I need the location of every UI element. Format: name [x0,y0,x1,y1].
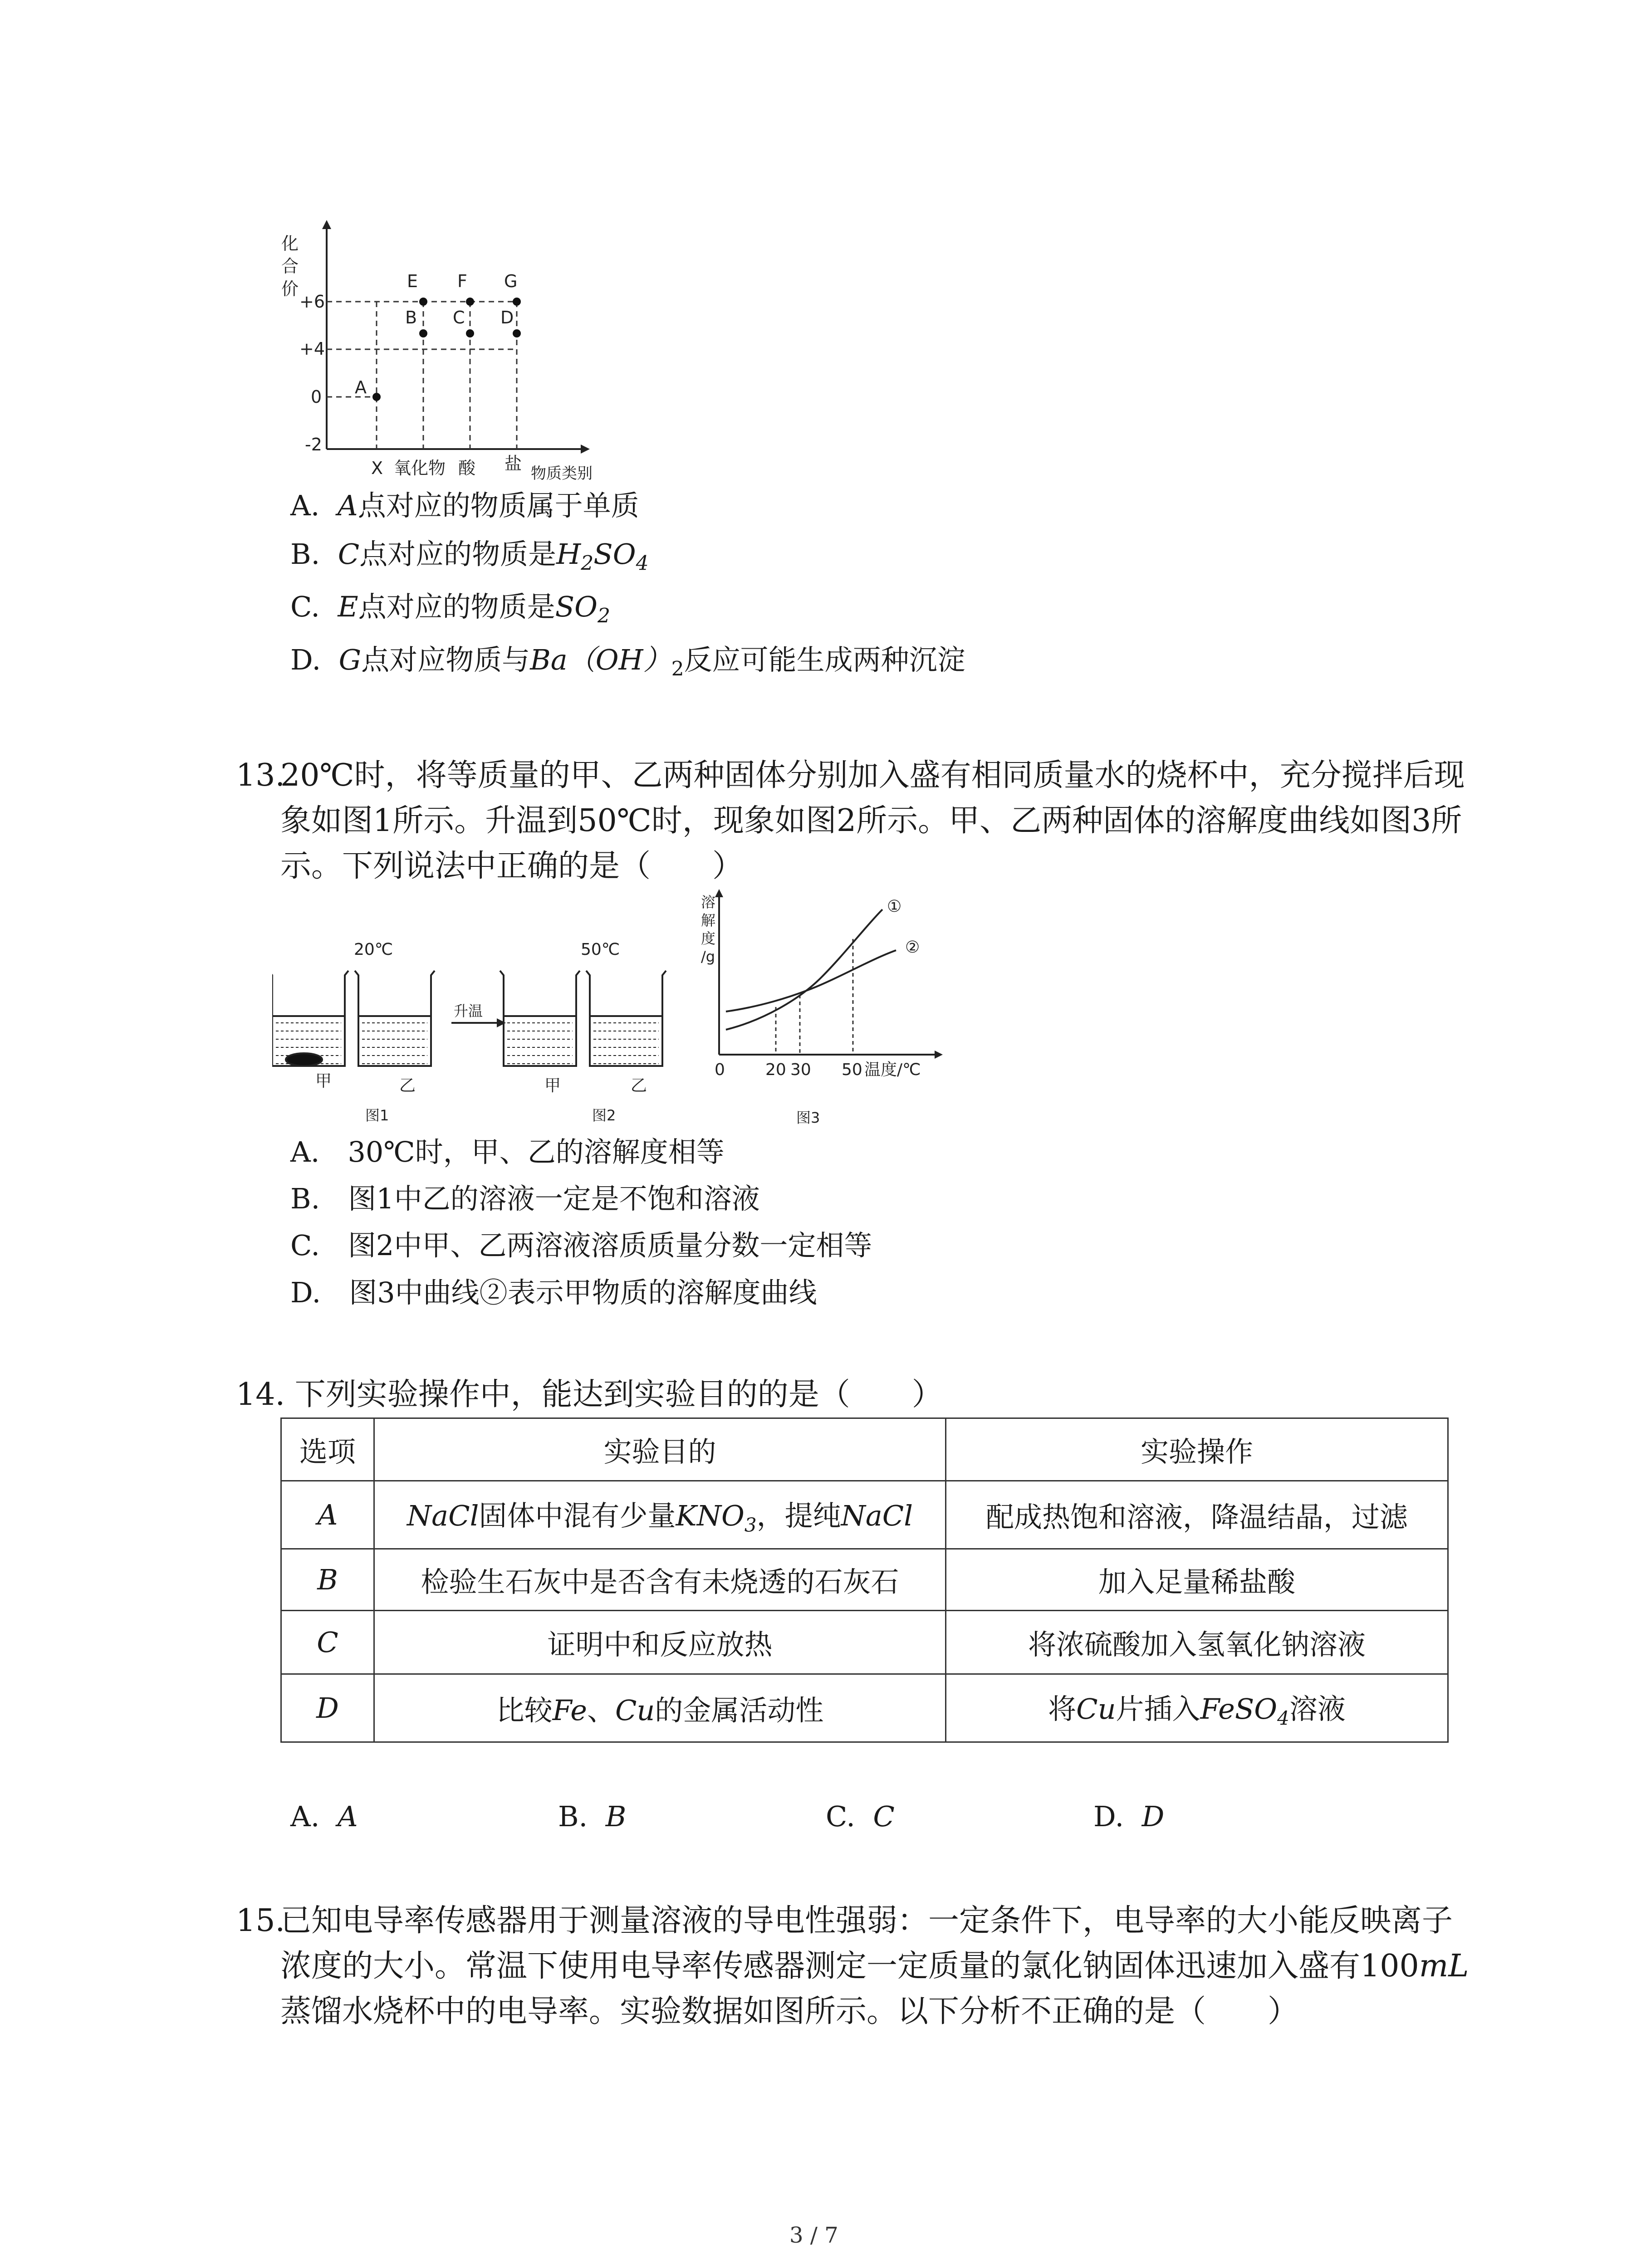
q14-answer-d: D. D [1093,1800,1165,1833]
sol-y-title: 解 [701,912,716,929]
q15-stem: 已知电导率传感器用于测量溶液的导电性强弱：一定条件下，电导率的大小能反映离子 浓度的大小。常温下使用电导率传感器测定一定质量的氯化钠固体迅速加入盛有100mL 蒸馏水烧杯中的电导率。实验数据如图所示。以下分析不正确的是（ ） [280,1903,1469,2029]
row-option: D [281,1674,374,1742]
sol-x-tick: 20 [765,1061,786,1079]
x-title: 物质类别 [531,464,593,481]
q13-option-a: A. 30℃时，甲、乙的溶解度相等 [290,1135,725,1168]
sol-x-tick: 50 [842,1061,862,1079]
row-operation: 将Cu片插入FeSO$_4$溶液 [946,1674,1448,1742]
curve-2 [726,950,896,1012]
q14-answer-b: B. B [558,1800,627,1833]
q15-number: 15. [236,1903,285,1939]
point-label: B [405,308,417,327]
q13-stem: 20℃时，将等质量的甲、乙两种固体分别加入盛有相同质量水的烧杯中，充分搅拌后现 象如图1所示。升温到50℃时，现象如图2所示。甲、乙两种固体的溶解度曲线如图3所 示。下列说法中正确的是（ ） [280,758,1465,884]
point-d [513,329,521,337]
beaker [355,971,435,1066]
row-operation: 将浓硫酸加入氢氧化钠溶液 [946,1611,1448,1674]
q13-option-d: D. 图3中曲线②表示甲物质的溶解度曲线 [290,1276,817,1309]
point-label: F [457,271,467,291]
y-tick: +4 [299,339,325,359]
table-row [281,1674,1448,1742]
beaker-label: 乙 [631,1076,647,1095]
q13-number: 13. [236,758,285,793]
y-title-2: 合 [281,256,299,276]
y-tick: 0 [311,387,322,407]
sol-y-title: 溶 [701,894,716,911]
beaker-label: 甲 [544,1076,561,1095]
row-operation: 配成热饱和溶液，降温结晶，过滤 [946,1481,1448,1549]
temp-50: 50℃ [581,940,620,959]
sol-x-title: 温度/℃ [864,1061,921,1079]
y-tick: +6 [299,292,325,312]
row-option: B [281,1549,374,1611]
point-g [513,298,521,306]
row-operation: 加入足量稀盐酸 [946,1549,1448,1611]
beaker [500,971,580,1066]
row-purpose: NaCl固体中混有少量$KNO_3$，提纯NaCl [374,1481,946,1549]
point-label: G [504,271,518,291]
x-tick: X [371,458,383,478]
caption-fig1: 图1 [365,1107,389,1124]
experiment-table [280,1418,1449,1743]
sol-x-tick: 0 [715,1061,725,1079]
row-option: C [281,1611,374,1674]
q12-option-c: C. E点对应的物质是$SO_2$ [290,590,610,628]
temp-20: 20℃ [354,940,393,959]
table-header: 实验目的 [374,1418,946,1481]
beaker [272,971,348,1066]
row-purpose: 比较Fe、Cu的金属活动性 [374,1674,946,1742]
arrow-label: 升温 [454,1002,483,1020]
y-title-1: 化 [281,234,299,254]
table-header: 实验操作 [946,1418,1448,1481]
q13-option-b: B. 图1中乙的溶液一定是不饱和溶液 [290,1182,760,1215]
point-a [372,393,381,401]
y-tick: -2 [305,435,322,455]
caption-fig3: 图3 [796,1109,820,1126]
beaker-label: 乙 [399,1076,416,1095]
x-tick: 盐 [505,454,522,474]
point-f [466,298,474,306]
y-title-3: 价 [281,279,299,299]
q14-answer-c: C. C [826,1800,895,1833]
point-label: A [355,377,367,397]
sol-y-title: /g [701,948,715,965]
q12-option-b: B. C点对应的物质是$H_2SO_4$ [290,538,649,575]
solubility-figure [272,885,944,1139]
valence-chart [272,218,617,481]
beaker-label: 甲 [315,1072,332,1090]
q12-option-d: D. G点对应物质与$Ba(OH)_2$反应可能生成两种沉淀 [290,643,965,681]
table-row [281,1549,1448,1611]
point-c [466,329,474,337]
undissolved-solid [286,1053,322,1066]
table-row [281,1481,1448,1549]
point-label: E [407,271,418,291]
point-label: D [500,308,514,327]
q12-option-a: A. A点对应的物质属于单质 [290,489,639,522]
x-tick: 氧化物 [394,458,446,478]
curve-1 [726,909,882,1030]
point-label: C [453,308,465,327]
x-tick: 酸 [458,458,476,478]
point-b [419,329,427,337]
sol-y-title: 度 [701,930,716,947]
table-row [281,1611,1448,1674]
row-purpose: 检验生石灰中是否含有未烧透的石灰石 [374,1549,946,1611]
q14-stem: 14. 下列实验操作中，能达到实验目的的是（ ） [236,1377,943,1413]
sol-x-tick: 30 [790,1061,811,1079]
q14-answer-a: A. A [290,1800,358,1833]
caption-fig2: 图2 [592,1107,616,1124]
page-number: 3 / 7 [789,2223,838,2248]
beaker [586,971,666,1066]
curve-label-2: ② [905,938,920,957]
row-option: A [281,1481,374,1549]
point-e [419,298,427,306]
table-header: 选项 [281,1418,374,1481]
curve-label-1: ① [887,897,902,916]
q13-option-c: C. 图2中甲、乙两溶液溶质质量分数一定相等 [290,1229,872,1262]
row-purpose: 证明中和反应放热 [374,1611,946,1674]
